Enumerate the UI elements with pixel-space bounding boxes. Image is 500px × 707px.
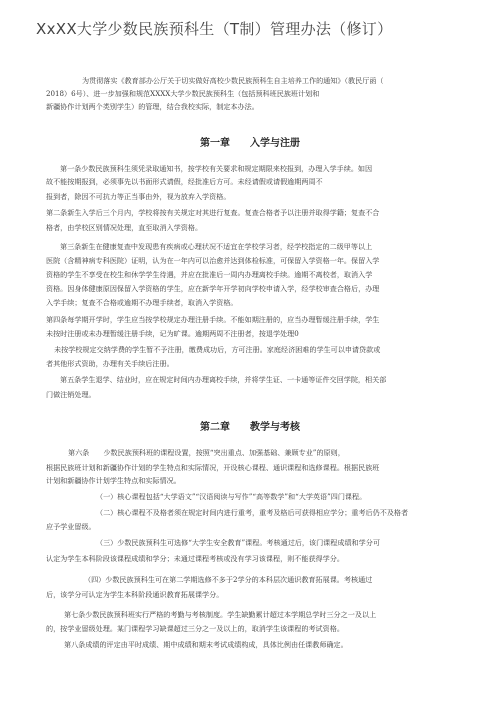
- article-line: 后，该学分可认定为学生本科阶段通识教育拓展课学分。: [46, 590, 224, 599]
- article-line: 医院（含精神病专科医院）证明，认为在一年内可以治愈并达到体检标准，可保留入学资格一年。保留入学: [46, 256, 380, 265]
- article-line: 的，按学业留级处理。某门课程学习缺课超过三分之一及以上的，取消学生该课程的考试资格。: [46, 624, 344, 633]
- chapter-heading: 第一章 入学与注册: [200, 138, 300, 149]
- article-line: 第五条学生退学、结业时，应在规定时间内办理离校手续，并将学生证、一卡通等证件交回学院，相关部: [60, 375, 387, 384]
- article-line: 第四条每学期开学时，学生应当按学校规定办理注册手续。不能如期注册的，应当办理暂缓注册手续，学生: [46, 315, 380, 324]
- article-line: 第七条少数民族预科班实行严格的考勤与考核制度。学生缺勤累计超过本学期总学时三分之一及以上: [64, 610, 377, 619]
- intro-line: 2018）6号）、进一步加强和规范XXXX大学少数民族预科生（包括预科班民族班计划和: [46, 89, 320, 98]
- article-line: 入学手续；复查不合格或逾期不办理手续者，取消入学资格。: [46, 298, 238, 307]
- article-line: 计划和新疆协作计划学生特点和实际情况。: [46, 476, 181, 485]
- article-line: 资格。因身体健康原因保留入学资格的学生，应在新学年开学初向学校申请入学，经学校审查合格后，办理: [46, 284, 380, 293]
- article-line: 第一条少数民族预科生须凭录取通知书，按学校有关要求和规定期限来校报到，办理入学手续。如因: [60, 164, 373, 173]
- article-line: 根据民族班计划和新疆协作计划的学生特点和实际情况，开设核心课程、通识课程和选修课程。根据民族班: [46, 463, 380, 472]
- article-line: 第八条成绩的评定由平时成绩、期中成绩和期末考试成绩构成，具体比例由任课教师确定。: [64, 640, 348, 649]
- article-line: 格者，由学校区别情况处理，直至取消入学资格。: [46, 223, 203, 232]
- article-line: 第三条新生在健康复查中发现患有疾病或心理状况不适宜在学校学习者，经学校指定的二级甲等以上: [60, 242, 373, 251]
- article-line: 未按学校规定交纳学费的学生暂不予注册，缴费成功后，方可注册。家庭经济困难的学生可以申请贷款或: [54, 345, 381, 354]
- article-line: 门做注销处理。: [46, 390, 96, 399]
- intro-line: 新疆协作计划两个类别学生）的管理，结合我校实际，制定本办法。: [46, 102, 259, 111]
- article-line: 应予学业留级。: [46, 522, 96, 531]
- article-line: 资格的学生不享受在校生和休学学生待遇，并应在批准后一周内办理离校手续。逾期不离校者，取消入学: [46, 270, 373, 279]
- article-line: 未按时注册或未办理暂缓注册手续，记为旷课。逾期两周不注册者，按退学处理0: [46, 329, 299, 338]
- document-title: XxXX大学少数民族预科生（T制）管理办法（修订）: [36, 20, 393, 38]
- article-line: 认定为学生本科阶段该课程成绩和学分；未通过课程考核或没有学习该课程，则不能获得学分。: [46, 554, 344, 563]
- article-line: 报到者，除因不可抗力等正当事由外，视为放弃入学资格。: [46, 192, 231, 201]
- article-line: （三）少数民族预科生可选修“大学生安全教育”课程。考核通过后，该门课程成绩和学分可: [96, 538, 380, 547]
- chapter-heading: 第二章 教学与考核: [200, 422, 300, 433]
- article-line: 第六条 少数民族预科班的课程设置，按照“突出重点、加强基础、兼顾专业”的原则，: [68, 448, 345, 457]
- article-line: 第二条新生入学后三个月内，学校将按有关规定对其进行复查。复查合格者予以注册并取得学籍；复查不合: [46, 208, 380, 217]
- article-line: 者其他形式资助，办理有关手续后注册。: [46, 359, 174, 368]
- article-line: 故不能按期报到，必须事先以书面形式请假，经批准后方可。未经请假或请假逾期两周不: [46, 177, 323, 186]
- article-line: （四）少数民族预科生可在第二学期选修不多于2学分的本科层次通识教育拓展课。考核通过: [84, 575, 373, 584]
- intro-line: 为贯彻落实《教育部办公厅关于切实做好高校少数民族预科生自主培养工作的通知》（教民厅函（: [82, 76, 384, 85]
- article-line: （二）核心课程不及格者须在规定时间内进行重考，重考及格后可获得相应学分；重考后仍不及格者: [96, 508, 409, 517]
- article-line: （一）核心课程包括“大学语文”“汉语阅读与写作”“高等数学”和“大学英语”四门课程。: [96, 492, 367, 501]
